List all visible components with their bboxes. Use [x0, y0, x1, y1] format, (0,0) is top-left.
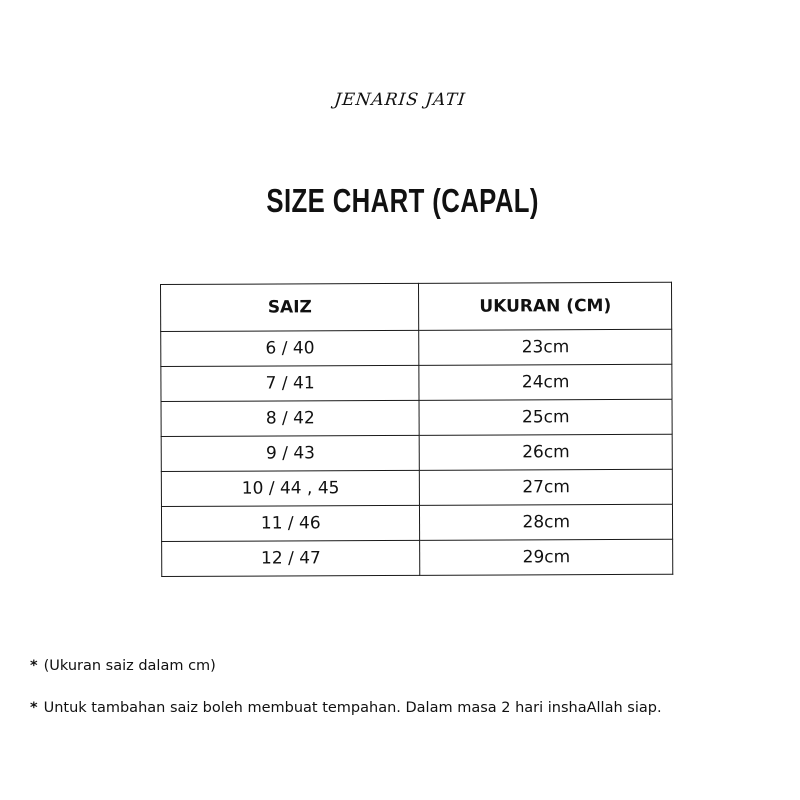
cell-ukuran: 29cm — [420, 539, 673, 575]
table-row — [162, 539, 673, 576]
table-row — [161, 469, 672, 506]
note-bullet: * — [30, 700, 38, 716]
cell-ukuran: 28cm — [420, 504, 673, 540]
page-title: SIZE CHART (CAPAL) — [266, 182, 539, 219]
note-bullet: * — [30, 658, 38, 674]
header-saiz: SAIZ — [161, 283, 420, 331]
cell-saiz: 7 / 41 — [161, 365, 420, 401]
table-row — [161, 364, 672, 401]
cell-ukuran: 26cm — [420, 434, 673, 470]
cell-saiz: 11 / 46 — [161, 505, 420, 541]
header-ukuran: UKURAN (CM) — [419, 282, 672, 330]
cell-ukuran: 24cm — [419, 364, 672, 400]
table-row — [161, 434, 672, 471]
cell-ukuran: 25cm — [419, 399, 672, 435]
cell-saiz: 8 / 42 — [161, 400, 420, 436]
brand-name: JENARIS JATI — [333, 90, 467, 110]
note-text: Untuk tambahan saiz boleh membuat tempahan. Dalam masa 2 hari inshaAllah siap. — [43, 700, 662, 716]
table-row — [161, 504, 672, 541]
notes-section — [30, 656, 790, 740]
cell-ukuran: 27cm — [420, 469, 673, 505]
cell-saiz: 12 / 47 — [162, 540, 421, 576]
table-row — [161, 399, 672, 436]
cell-saiz: 10 / 44 , 45 — [161, 470, 420, 506]
cell-saiz: 6 / 40 — [161, 330, 420, 366]
cell-saiz: 9 / 43 — [161, 435, 420, 471]
note-item — [30, 656, 790, 676]
table-row — [161, 329, 672, 366]
note-text: (Ukuran saiz dalam cm) — [43, 658, 216, 674]
table-header-row — [161, 282, 672, 331]
cell-ukuran: 23cm — [419, 329, 672, 365]
size-chart-table — [160, 282, 673, 577]
note-item — [30, 698, 790, 718]
